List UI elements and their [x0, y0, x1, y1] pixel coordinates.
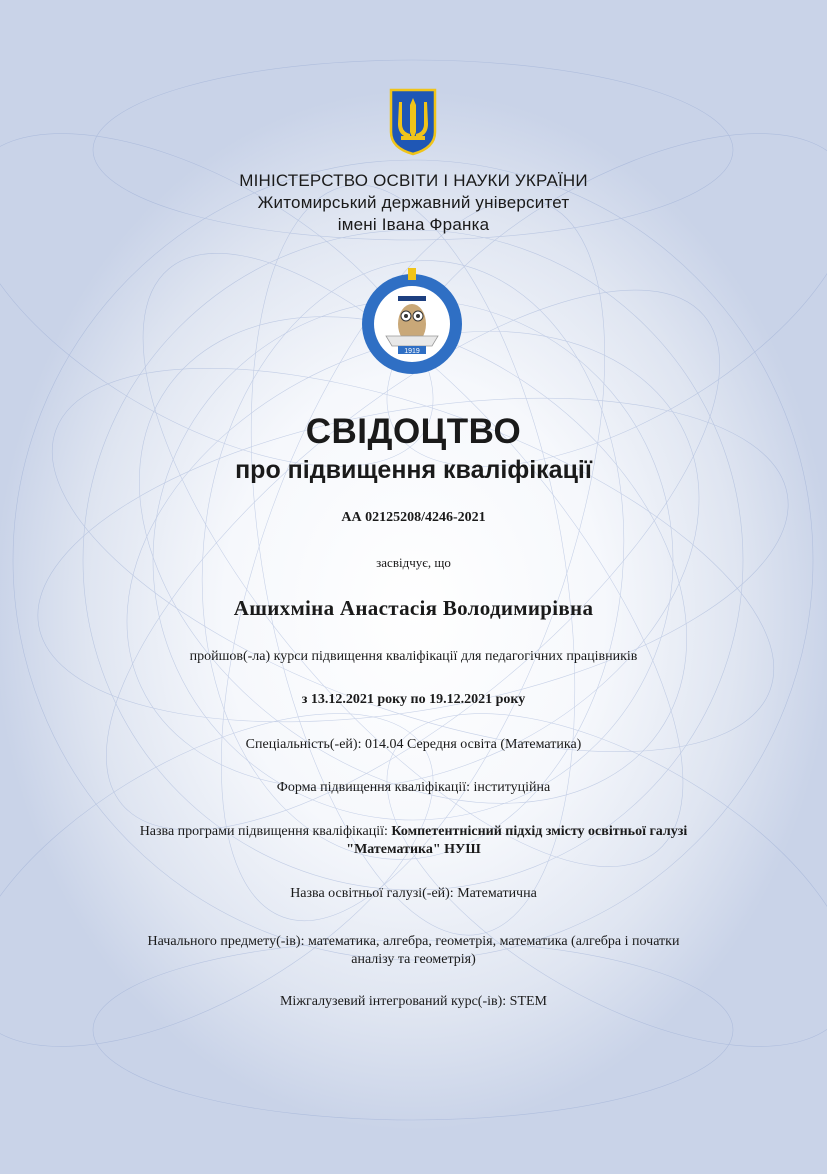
program-line	[0, 823, 827, 859]
program-value-line1: Компетентнісний підхід змісту освітньої галузі	[391, 824, 688, 839]
program-label: Назва програми підвищення кваліфікації:	[139, 824, 388, 839]
emblem-year: 1919	[404, 348, 420, 355]
field-line	[0, 885, 827, 903]
certificate-title: СВІДОЦТВО	[305, 412, 522, 451]
form-line	[0, 779, 827, 797]
subject-value-line1: математика, алгебра, геометрія, математика (алгебра і початки	[307, 934, 680, 949]
certifies-text: засвідчує, що	[376, 555, 451, 570]
subject-label: Начального предмету(-ів):	[147, 934, 305, 949]
cross-course-line	[0, 993, 827, 1011]
university-emblem-icon	[358, 266, 466, 376]
issuer-header	[0, 170, 827, 236]
specialty-value: 014.04 Середня освіта (Математика)	[364, 737, 582, 752]
completed-text: пройшов(-ла) курси підвищення кваліфікації для педагогічних працівників	[189, 649, 638, 664]
university-name-line1: Житомирський державний університет	[257, 193, 570, 212]
field-label: Назва освітньої галузі(-ей):	[290, 886, 454, 901]
field-value: Математична	[457, 886, 537, 901]
certificate-number: АА 02125208/4246-2021	[341, 510, 486, 525]
cross-course-label: Міжгалузевий інтегрований курс(-ів):	[279, 994, 507, 1009]
university-name-line2: імені Івана Франка	[337, 215, 490, 234]
program-value-line2: "Математика" НУШ	[346, 842, 481, 857]
recipient-name: Ашихміна Анастасія Володимирівна	[233, 596, 594, 620]
cross-course-value: STEM	[509, 994, 548, 1009]
form-label: Форма підвищення кваліфікації:	[276, 780, 470, 795]
form-value: інституційна	[473, 780, 551, 795]
subject-value-line2: аналізу та геометрія)	[351, 952, 476, 967]
coat-of-arms-icon	[389, 88, 437, 156]
subject-line	[0, 933, 827, 969]
ministry-name: МІНІСТЕРСТВО ОСВІТИ І НАУКИ УКРАЇНИ	[239, 171, 588, 190]
certificate-subtitle: про підвищення кваліфікації	[235, 456, 592, 484]
specialty-line	[0, 736, 827, 754]
course-period: з 13.12.2021 року по 19.12.2021 року	[301, 692, 526, 707]
specialty-label: Спеціальність(-ей):	[245, 737, 362, 752]
